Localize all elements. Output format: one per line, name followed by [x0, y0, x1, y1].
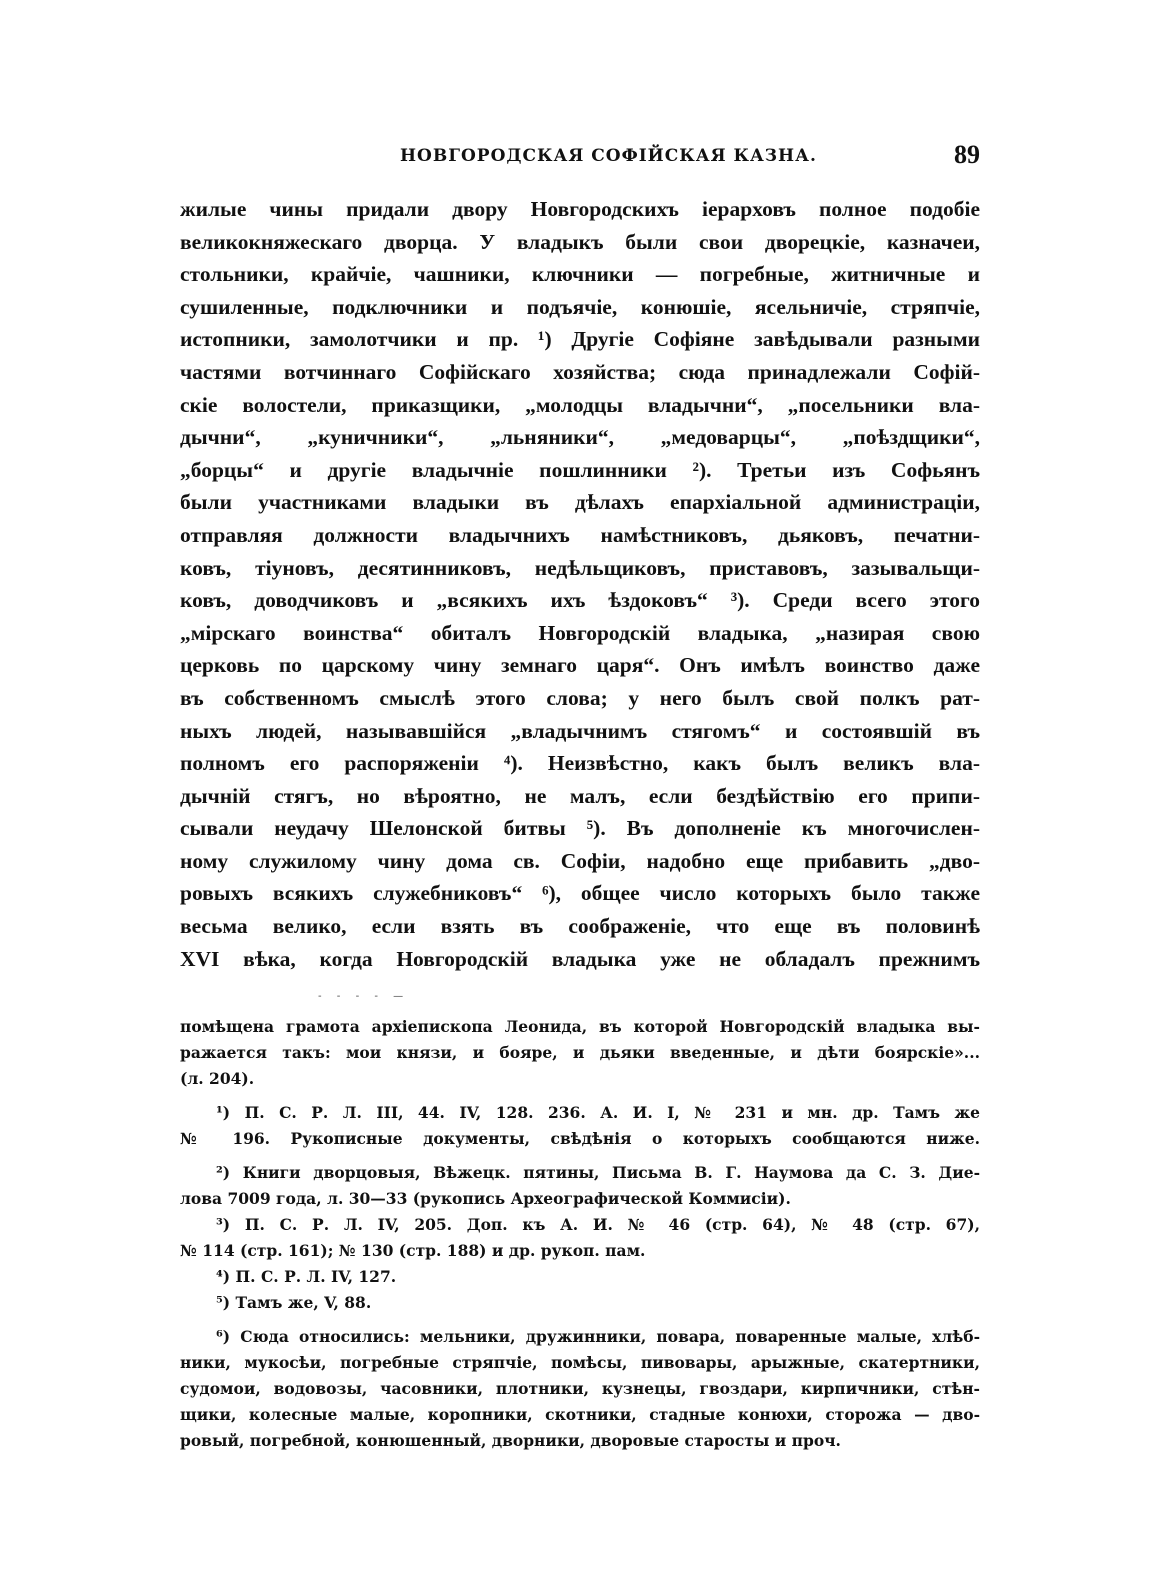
text-line: ковъ, доводчиковъ и „всякихъ ихъ ѣздоковъ“ ³). Среди всего этого [180, 588, 980, 613]
text-line: дычни“, „куничники“, „льняники“, „медоварцы“, „поѣздщики“, [180, 425, 980, 450]
footnote-1: ¹) П. С. Р. Л. III, 44. IV, 128. 236. А. И. I, № 231 и мн. др. Тамъ же [216, 1103, 980, 1122]
text-line: сывали неудачу Шелонской битвы ⁵). Въ дополненіе къ многочислен- [180, 816, 980, 841]
text-line: XVI вѣка, когда Новгородскій владыка уже не обладалъ прежнимъ [180, 946, 980, 971]
footnote-6-line: судомои, водовозы, часовники, плотники, кузнецы, гвоздари, кирпичники, стѣн- [180, 1379, 980, 1398]
footnote-5: ⁵) Тамъ же, V, 88. [216, 1293, 372, 1312]
footnote-continuation-line: помѣщена грамота архіепископа Леонида, въ которой Новгородскій владыка вы- [180, 1017, 980, 1036]
footnote-continuation-line: (л. 204). [180, 1069, 255, 1088]
footnotes [180, 1014, 980, 1454]
text-line: жилые чины придали двору Новгородскихъ іерарховъ полное подобіе [180, 197, 980, 221]
page-number: 89 [954, 140, 980, 169]
text-line: ковъ, тіуновъ, десятинниковъ, недѣльщиковъ, приставовъ, зазывальщи- [180, 555, 980, 580]
running-title: НОВГОРОДСКАЯ СОФІЙСКАЯ КАЗНА. [400, 146, 817, 166]
main-text [180, 193, 980, 975]
running-head [180, 142, 980, 172]
text-line: церковь по царскому чину земнаго царя“. Онъ имѣлъ воинство даже [180, 653, 980, 678]
text-line: весьма велико, если взять въ соображеніе, что еще въ половинѣ [180, 914, 980, 939]
text-line: отправляя должности владычнихъ намѣстниковъ, дьяковъ, печатни- [180, 522, 980, 547]
text-line: дычній стягъ, но вѣроятно, не малъ, если бездѣйствію его припи- [180, 783, 980, 808]
footnote-3-line: № 114 (стр. 161); № 130 (стр. 188) и др. рукоп. пам. [180, 1241, 646, 1260]
text-line: скіе волостели, приказщики, „молодцы владычни“, „посельники вла- [180, 392, 980, 417]
footnote-3: ³) П. С. Р. Л. IV, 205. Доп. къ А. И. № 46 (стр. 64), № 48 (стр. 67), [216, 1215, 980, 1234]
text-line: сушиленные, подключники и подъячіе, конюшіе, ясельничіе, стряпчіе, [180, 294, 980, 319]
text-line: частями вотчиннаго Софійскаго хозяйства; сюда принадлежали Софій- [180, 359, 980, 384]
text-line: ровыхъ всякихъ служебниковъ“ ⁶), общее число которыхъ было также [180, 881, 980, 906]
text-line: „борцы“ и другіе владычніе пошлинники ²). Третьи изъ Софьянъ [180, 457, 980, 482]
text-line: въ собственномъ смыслѣ этого слова; у него былъ свой полкъ рат- [180, 685, 980, 710]
footnote-separator: - - - - — [318, 991, 410, 1002]
text-line: полномъ его распоряженіи ⁴). Неизвѣстно, какъ былъ великъ вла- [180, 751, 980, 776]
text-line: были участниками владыки въ дѣлахъ епархіальной администраціи, [180, 490, 980, 515]
footnote-6-line: ровый, погребной, конюшенный, дворники, дворовые старосты и проч. [180, 1431, 841, 1450]
footnote-2: ²) Книги дворцовыя, Вѣжецк. пятины, Письма В. Г. Наумова да С. З. Дие- [216, 1163, 980, 1182]
text-line: ному служилому чину дома св. Софіи, надобно еще прибавить „дво- [180, 848, 980, 873]
footnote-6-line: щики, колесные малые, коропники, скотники, стадные конюхи, сторожа — дво- [180, 1405, 980, 1424]
text-line: стольники, крайчіе, чашники, ключники — погребные, житничные и [180, 262, 980, 287]
footnote-6: ⁶) Сюда относились: мельники, дружинники, повара, поваренные малые, хлѣб- [216, 1327, 980, 1346]
footnote-2-line: лова 7009 года, л. 30—33 (рукопись Археографической Коммисіи). [180, 1189, 791, 1208]
text-line: „мірскаго воинства“ обиталъ Новгородскій владыка, „назирая свою [180, 620, 980, 645]
text-line: великокняжескаго дворца. У владыкъ были свои дворецкіе, казначеи, [180, 229, 980, 254]
footnote-6-line: ники, мукосѣи, погребные стряпчіе, помѣсы, пивовары, арыжные, скатертники, [180, 1353, 980, 1372]
footnote-1-line: № 196. Рукописные документы, свѣдѣнія о которыхъ сообщаются ниже. [180, 1129, 980, 1148]
text-line: истопники, замолотчики и пр. ¹) Другіе Софіяне завѣдывали разными [180, 327, 980, 352]
text-line: ныхъ людей, называвшійся „владычнимъ стягомъ“ и состоявшій въ [180, 718, 980, 743]
footnote-continuation-line: ражается такъ: мои князи, и бояре, и дьяки введенные, и дѣти боярскіе»... [180, 1043, 980, 1062]
footnote-4: ⁴) П. С. Р. Л. IV, 127. [216, 1267, 397, 1286]
